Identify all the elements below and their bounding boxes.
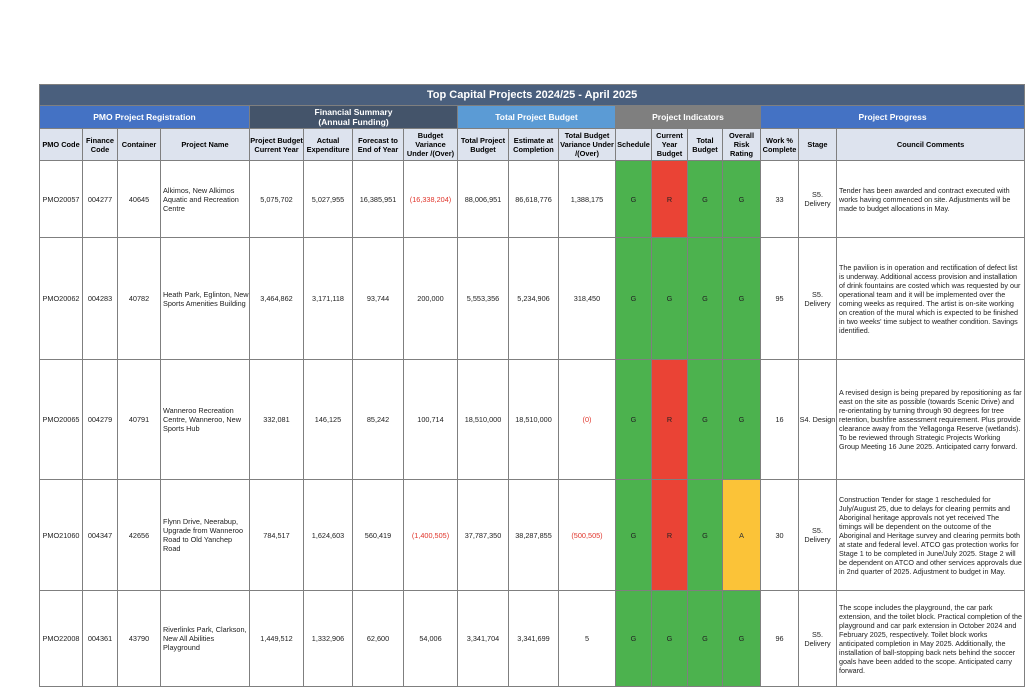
col-header-container: Container bbox=[118, 129, 161, 161]
total-budget-indicator: G bbox=[688, 591, 723, 687]
total-budget-indicator: G bbox=[688, 360, 723, 480]
estimate-cell: 86,618,776 bbox=[509, 161, 559, 238]
financial-summary-subtitle: (Annual Funding) bbox=[318, 117, 389, 127]
budget-variance-cell: 100,714 bbox=[404, 360, 458, 480]
col-header-current-year-budget: Current Year Budget bbox=[652, 129, 688, 161]
col-header-actual-expenditure: Actual Expenditure bbox=[304, 129, 353, 161]
estimate-cell: 18,510,000 bbox=[509, 360, 559, 480]
estimate-cell: 3,341,699 bbox=[509, 591, 559, 687]
stage-cell: S4. Design bbox=[799, 360, 837, 480]
col-header-forecast: Forecast to End of Year bbox=[353, 129, 404, 161]
estimate-cell: 38,287,855 bbox=[509, 480, 559, 591]
table-row bbox=[40, 161, 1025, 238]
total-budget-cell: 88,006,951 bbox=[458, 161, 509, 238]
forecast-cell: 85,242 bbox=[353, 360, 404, 480]
total-budget-cell: 5,553,356 bbox=[458, 238, 509, 360]
work-complete-cell: 96 bbox=[761, 591, 799, 687]
actual-expenditure-cell: 1,332,906 bbox=[304, 591, 353, 687]
current-year-budget-indicator: R bbox=[652, 360, 688, 480]
col-header-council-comments: Council Comments bbox=[837, 129, 1025, 161]
col-header-total-variance: Total Budget Variance Under /(Over) bbox=[559, 129, 616, 161]
budget-variance-cell: 54,006 bbox=[404, 591, 458, 687]
work-complete-cell: 33 bbox=[761, 161, 799, 238]
forecast-cell: 16,385,951 bbox=[353, 161, 404, 238]
actual-expenditure-cell: 5,027,955 bbox=[304, 161, 353, 238]
risk-rating-indicator: G bbox=[723, 238, 761, 360]
council-comment-cell: Construction Tender for stage 1 rescheduled for July/August 25, due to delays for clearing permits and Aboriginal heritage approvals not yet received The timings will be dependent on the outcome of the Aboriginal and Heritage survey and clearing permits both at state and federal level. ATCO gas protection works for Stage 1 to be completed in June/July 2025. Stage 2 will be dependent on ATCO and other services approvals due in 2nd quarter of 2025. Adjustment to budget in May. bbox=[837, 480, 1025, 591]
total-variance-cell: 318,450 bbox=[559, 238, 616, 360]
project-budget-cell: 1,449,512 bbox=[250, 591, 304, 687]
estimate-cell: 5,234,906 bbox=[509, 238, 559, 360]
actual-expenditure-cell: 3,171,118 bbox=[304, 238, 353, 360]
total-variance-cell: 5 bbox=[559, 591, 616, 687]
stage-cell: S5. Delivery bbox=[799, 238, 837, 360]
pmo-code-cell: PMO22008 bbox=[40, 591, 83, 687]
pmo-code-cell: PMO20065 bbox=[40, 360, 83, 480]
col-header-finance-code: Finance Code bbox=[83, 129, 118, 161]
report-title: Top Capital Projects 2024/25 - April 2025 bbox=[40, 85, 1025, 106]
finance-code-cell: 004277 bbox=[83, 161, 118, 238]
col-header-budget-variance: Budget Variance Under /(Over) bbox=[404, 129, 458, 161]
budget-variance-cell: (1,400,505) bbox=[404, 480, 458, 591]
stage-cell: S5. Delivery bbox=[799, 480, 837, 591]
schedule-indicator: G bbox=[616, 591, 652, 687]
current-year-budget-indicator: R bbox=[652, 480, 688, 591]
stage-cell: S5. Delivery bbox=[799, 161, 837, 238]
project-name-cell: Wanneroo Recreation Centre, Wanneroo, New Sports Hub bbox=[161, 360, 250, 480]
financial-summary-title: Financial Summary bbox=[314, 107, 393, 117]
container-cell: 43790 bbox=[118, 591, 161, 687]
risk-rating-indicator: G bbox=[723, 360, 761, 480]
table-row bbox=[40, 360, 1025, 480]
total-budget-indicator: G bbox=[688, 480, 723, 591]
total-variance-cell: (500,505) bbox=[559, 480, 616, 591]
total-budget-cell: 18,510,000 bbox=[458, 360, 509, 480]
council-comment-cell: Tender has been awarded and contract executed with works having commenced on site. Adjustments will be made to budget allocations in May. bbox=[837, 161, 1025, 238]
pmo-code-cell: PMO20057 bbox=[40, 161, 83, 238]
budget-variance-cell: 200,000 bbox=[404, 238, 458, 360]
council-comment-cell: A revised design is being prepared by repositioning as far east on the site as possible (towards Scenic Drive) and re-orientating by turning through 90 degrees for tree retention, bushfire assessment requirement. Plus provide clearance away from the Yellagonga Reserve (wetlands). To be reviewed through Strategic Projects Working Group Meeting 16 June 2025. Anticipated carry forward. bbox=[837, 360, 1025, 480]
finance-code-cell: 004283 bbox=[83, 238, 118, 360]
forecast-cell: 560,419 bbox=[353, 480, 404, 591]
work-complete-cell: 95 bbox=[761, 238, 799, 360]
group-project-indicators: Project Indicators bbox=[616, 106, 761, 129]
group-pmo-registration: PMO Project Registration bbox=[40, 106, 250, 129]
col-header-total-budget-indicator: Total Budget bbox=[688, 129, 723, 161]
current-year-budget-indicator: G bbox=[652, 591, 688, 687]
schedule-indicator: G bbox=[616, 238, 652, 360]
table-row bbox=[40, 591, 1025, 687]
council-comment-cell: The pavilion is in operation and rectification of defect list is underway. Additional access provision and installation of drink fountains are costed which was requested by our operational team and it will be implemented over the coming weeks as required. The artist is on-site working on creation of the mural which is expected to be finished in two weeks' time subject to weather condition. Savings identified. bbox=[837, 238, 1025, 360]
col-header-project-name: Project Name bbox=[161, 129, 250, 161]
table-row bbox=[40, 238, 1025, 360]
col-header-project-budget: Project Budget Current Year bbox=[250, 129, 304, 161]
finance-code-cell: 004361 bbox=[83, 591, 118, 687]
container-cell: 40645 bbox=[118, 161, 161, 238]
actual-expenditure-cell: 1,624,603 bbox=[304, 480, 353, 591]
schedule-indicator: G bbox=[616, 480, 652, 591]
capital-projects-table bbox=[39, 84, 1025, 687]
table-row bbox=[40, 480, 1025, 591]
project-name-cell: Flynn Drive, Neerabup, Upgrade from Wanneroo Road to Old Yanchep Road bbox=[161, 480, 250, 591]
project-budget-cell: 5,075,702 bbox=[250, 161, 304, 238]
project-name-cell: Heath Park, Eglinton, New Sports Amenities Building bbox=[161, 238, 250, 360]
total-budget-cell: 3,341,704 bbox=[458, 591, 509, 687]
total-variance-cell: 1,388,175 bbox=[559, 161, 616, 238]
risk-rating-indicator: A bbox=[723, 480, 761, 591]
pmo-code-cell: PMO20062 bbox=[40, 238, 83, 360]
col-header-risk-rating: Overall Risk Rating bbox=[723, 129, 761, 161]
group-financial-summary bbox=[250, 106, 458, 129]
project-budget-cell: 332,081 bbox=[250, 360, 304, 480]
project-budget-cell: 3,464,862 bbox=[250, 238, 304, 360]
actual-expenditure-cell: 146,125 bbox=[304, 360, 353, 480]
container-cell: 40791 bbox=[118, 360, 161, 480]
total-budget-indicator: G bbox=[688, 161, 723, 238]
group-total-project-budget: Total Project Budget bbox=[458, 106, 616, 129]
col-header-work-complete: Work % Complete bbox=[761, 129, 799, 161]
forecast-cell: 62,600 bbox=[353, 591, 404, 687]
stage-cell: S5. Delivery bbox=[799, 591, 837, 687]
risk-rating-indicator: G bbox=[723, 591, 761, 687]
total-variance-cell: (0) bbox=[559, 360, 616, 480]
col-header-stage: Stage bbox=[799, 129, 837, 161]
schedule-indicator: G bbox=[616, 161, 652, 238]
col-header-total-budget: Total Project Budget bbox=[458, 129, 509, 161]
project-name-cell: Riverlinks Park, Clarkson, New All Abilities Playground bbox=[161, 591, 250, 687]
group-project-progress: Project Progress bbox=[761, 106, 1025, 129]
col-header-schedule: Schedule bbox=[616, 129, 652, 161]
forecast-cell: 93,744 bbox=[353, 238, 404, 360]
budget-variance-cell: (16,338,204) bbox=[404, 161, 458, 238]
finance-code-cell: 004347 bbox=[83, 480, 118, 591]
schedule-indicator: G bbox=[616, 360, 652, 480]
pmo-code-cell: PMO21060 bbox=[40, 480, 83, 591]
work-complete-cell: 30 bbox=[761, 480, 799, 591]
council-comment-cell: The scope includes the playground, the car park extension, and the toilet block. Practical completion of the playground and car park extension in October 2024 and February 2025, respectively. Toilet block works anticipated completion in May 2025. Additionally, the installation of ball-stopping back nets behind the soccer goals have been added to the scope. Anticipated carry forward. bbox=[837, 591, 1025, 687]
col-header-estimate: Estimate at Completion bbox=[509, 129, 559, 161]
total-budget-cell: 37,787,350 bbox=[458, 480, 509, 591]
project-budget-cell: 784,517 bbox=[250, 480, 304, 591]
container-cell: 42656 bbox=[118, 480, 161, 591]
container-cell: 40782 bbox=[118, 238, 161, 360]
risk-rating-indicator: G bbox=[723, 161, 761, 238]
finance-code-cell: 004279 bbox=[83, 360, 118, 480]
current-year-budget-indicator: G bbox=[652, 238, 688, 360]
col-header-pmo-code: PMO Code bbox=[40, 129, 83, 161]
project-name-cell: Alkimos, New Alkimos Aquatic and Recreation Centre bbox=[161, 161, 250, 238]
current-year-budget-indicator: R bbox=[652, 161, 688, 238]
total-budget-indicator: G bbox=[688, 238, 723, 360]
work-complete-cell: 16 bbox=[761, 360, 799, 480]
